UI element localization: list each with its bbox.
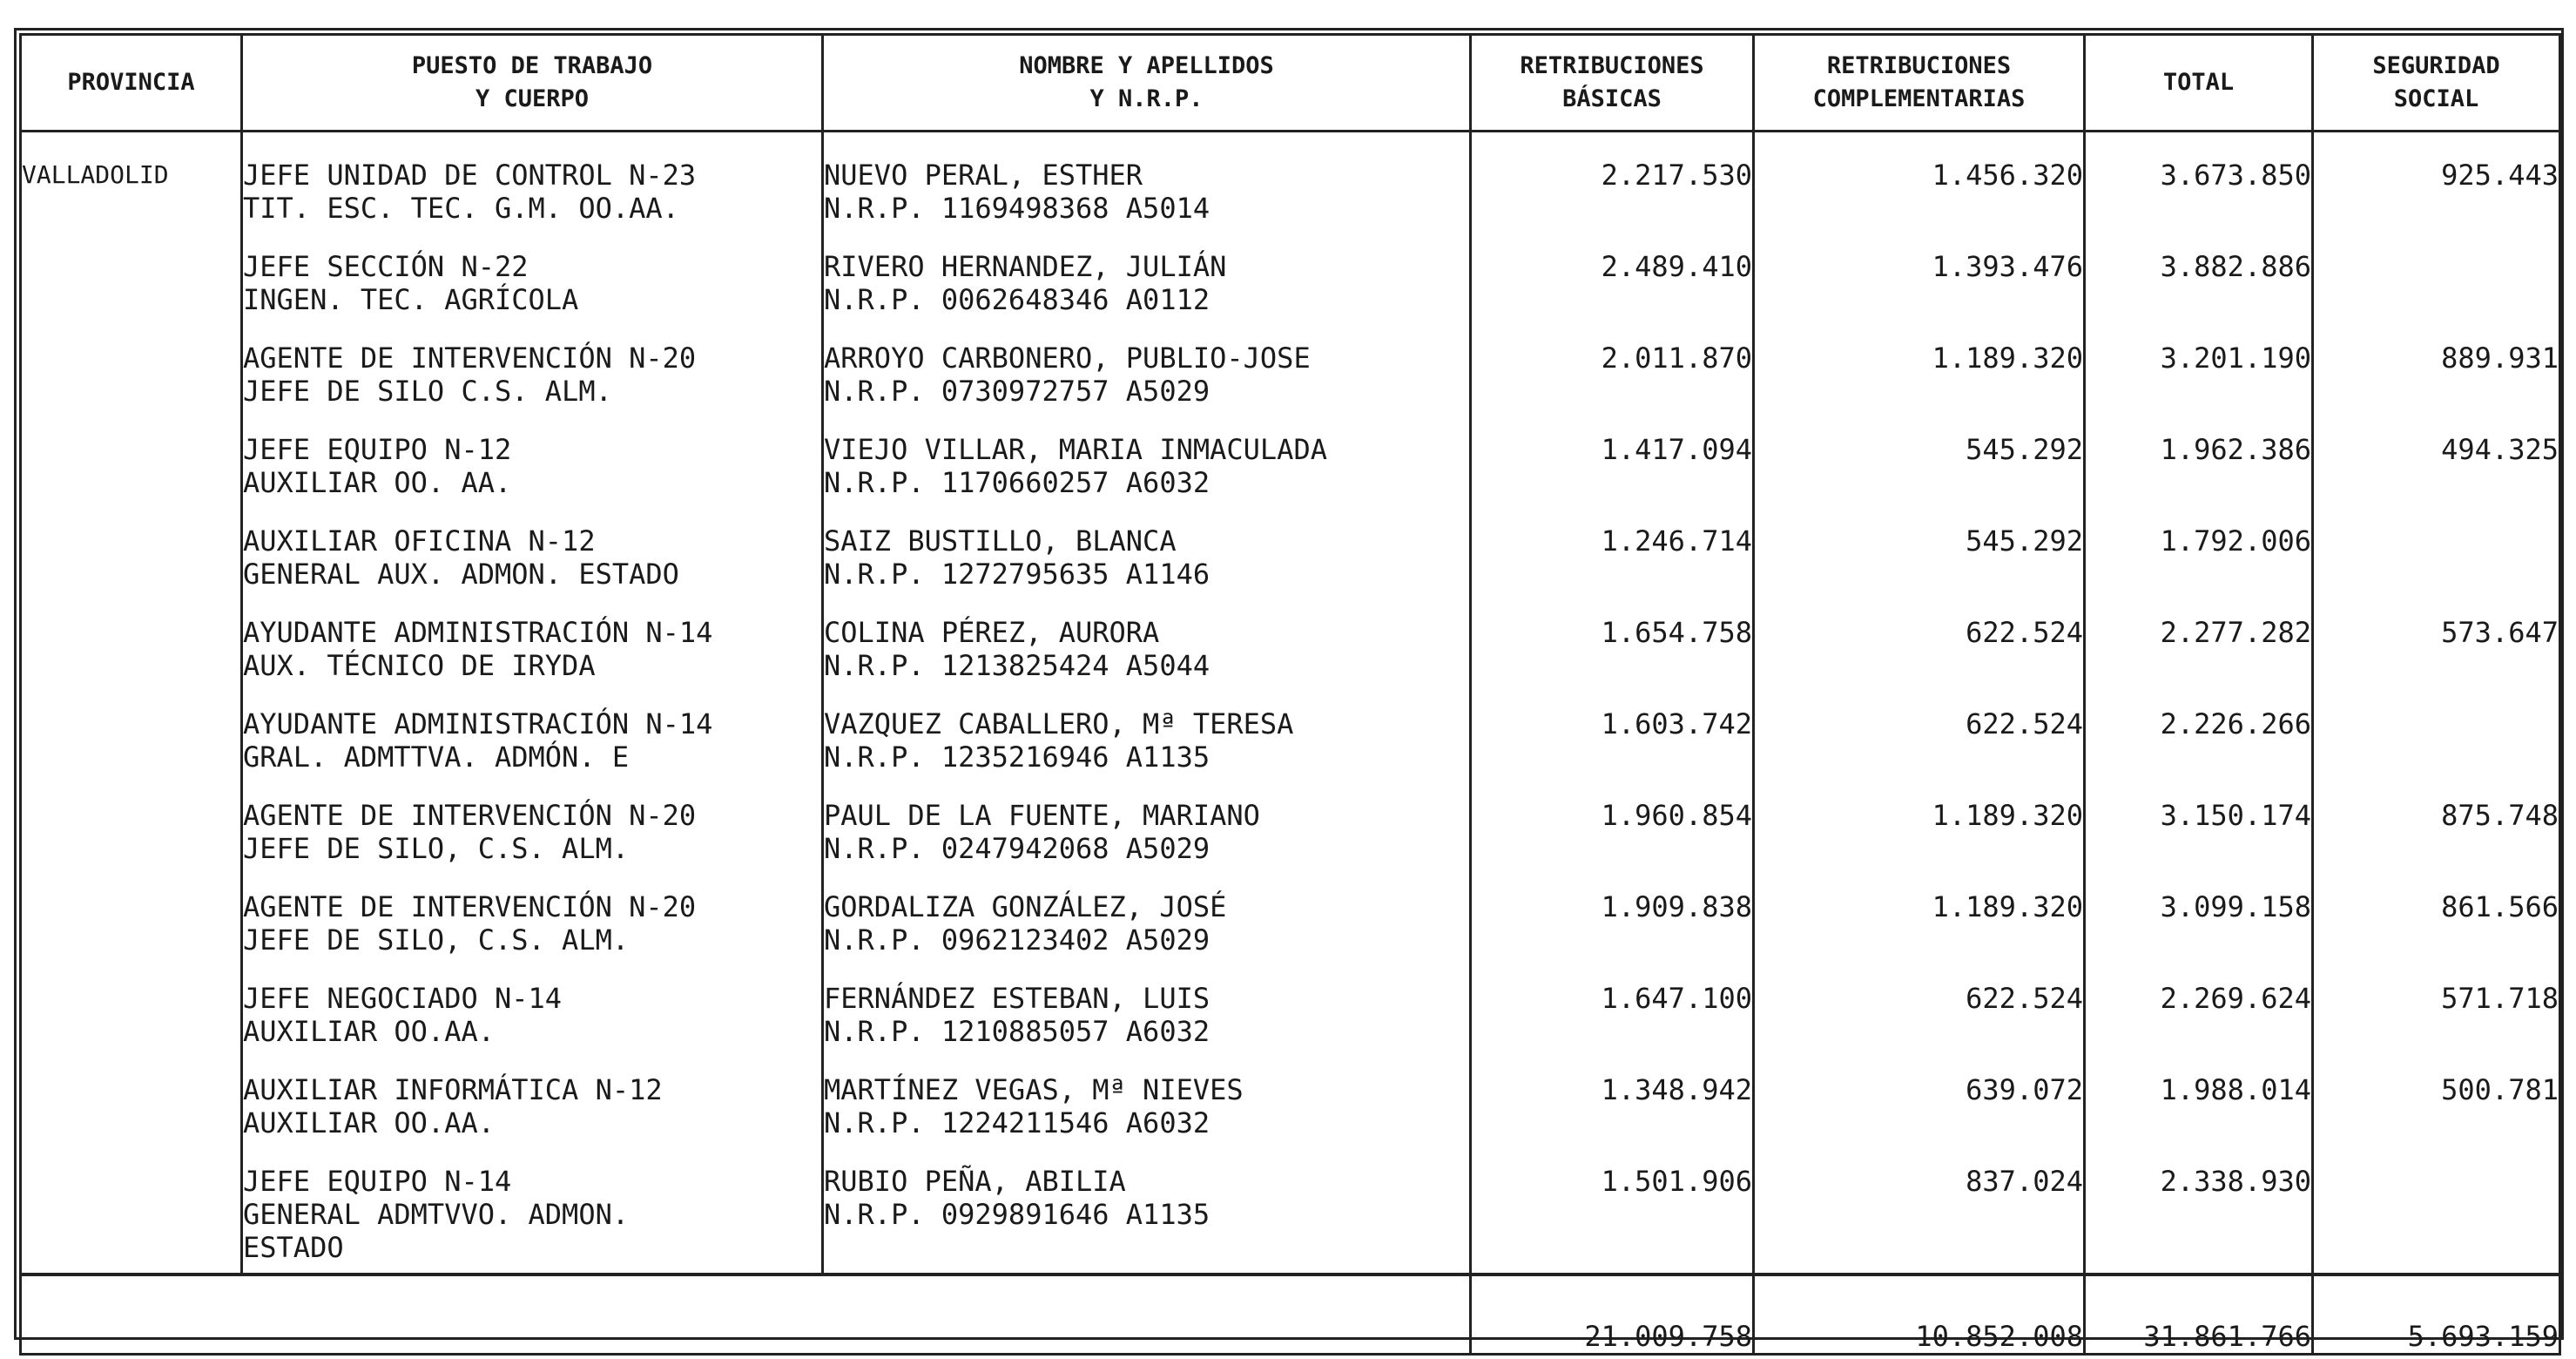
retribuciones-table — [19, 33, 2561, 1356]
nombre-cell: RUBIO PEÑA, ABILIA N.R.P. 0929891646 A1135 — [823, 1165, 1471, 1274]
total-cell: 2.226.266 — [2085, 707, 2313, 799]
header-puesto: PUESTO DE TRABAJO Y CUERPO — [242, 35, 823, 132]
puesto-cell: JEFE NEGOCIADO N-14 AUXILIAR OO.AA. — [242, 982, 823, 1073]
complementarias-cell: 1.456.320 — [1754, 132, 2085, 251]
total-basicas: 21.009.758 — [1471, 1274, 1754, 1355]
basicas-cell: 1.348.942 — [1471, 1073, 1754, 1165]
table-row — [21, 982, 2560, 1073]
complementarias-cell: 545.292 — [1754, 433, 2085, 524]
nombre-cell: COLINA PÉREZ, AURORA N.R.P. 1213825424 A5044 — [823, 616, 1471, 707]
puesto-cell: AGENTE DE INTERVENCIÓN N-20 JEFE DE SILO, C.S. ALM. — [242, 890, 823, 982]
table-row — [21, 1073, 2560, 1165]
complementarias-cell: 622.524 — [1754, 616, 2085, 707]
table-row — [21, 250, 2560, 341]
seguridad-social-cell: 573.647 — [2313, 616, 2560, 707]
header-total: TOTAL — [2085, 35, 2313, 132]
nombre-cell: RIVERO HERNANDEZ, JULIÁN N.R.P. 0062648346 A0112 — [823, 250, 1471, 341]
provincia-cell — [21, 341, 242, 433]
table-row — [21, 616, 2560, 707]
basicas-cell: 1.501.906 — [1471, 1165, 1754, 1274]
nombre-cell: VIEJO VILLAR, MARIA INMACULADA N.R.P. 1170660257 A6032 — [823, 433, 1471, 524]
seguridad-social-cell — [2313, 1165, 2560, 1274]
seguridad-social-cell: 500.781 — [2313, 1073, 2560, 1165]
seguridad-social-cell — [2313, 250, 2560, 341]
provincia-cell — [21, 524, 242, 616]
header-row — [21, 35, 2560, 132]
provincia-cell — [21, 799, 242, 890]
nombre-cell: PAUL DE LA FUENTE, MARIANO N.R.P. 0247942068 A5029 — [823, 799, 1471, 890]
seguridad-social-cell: 889.931 — [2313, 341, 2560, 433]
seguridad-social-cell: 925.443 — [2313, 132, 2560, 251]
basicas-cell: 1.603.742 — [1471, 707, 1754, 799]
table-row — [21, 799, 2560, 890]
basicas-cell: 1.909.838 — [1471, 890, 1754, 982]
total-cell: 2.269.624 — [2085, 982, 2313, 1073]
puesto-cell: JEFE SECCIÓN N-22 INGEN. TEC. AGRÍCOLA — [242, 250, 823, 341]
totals-label-cell — [21, 1274, 1471, 1355]
provincia-cell — [21, 250, 242, 341]
header-seguridad-social: SEGURIDAD SOCIAL — [2313, 35, 2560, 132]
provincia-cell — [21, 1073, 242, 1165]
total-complementarias: 10.852.008 — [1754, 1274, 2085, 1355]
basicas-cell: 1.654.758 — [1471, 616, 1754, 707]
provincia-cell — [21, 616, 242, 707]
puesto-cell: JEFE EQUIPO N-14 GENERAL ADMTVVO. ADMON. ESTADO — [242, 1165, 823, 1274]
nombre-cell: ARROYO CARBONERO, PUBLIO-JOSE N.R.P. 0730972757 A5029 — [823, 341, 1471, 433]
total-cell: 1.962.386 — [2085, 433, 2313, 524]
basicas-cell: 1.246.714 — [1471, 524, 1754, 616]
total-cell: 2.338.930 — [2085, 1165, 2313, 1274]
seguridad-social-cell — [2313, 707, 2560, 799]
totals-row — [21, 1274, 2560, 1355]
nombre-cell: FERNÁNDEZ ESTEBAN, LUIS N.R.P. 1210885057 A6032 — [823, 982, 1471, 1073]
basicas-cell: 1.960.854 — [1471, 799, 1754, 890]
provincia-cell — [21, 1165, 242, 1274]
basicas-cell: 1.417.094 — [1471, 433, 1754, 524]
complementarias-cell: 622.524 — [1754, 982, 2085, 1073]
table-row — [21, 524, 2560, 616]
header-retribuciones-complementarias: RETRIBUCIONES COMPLEMENTARIAS — [1754, 35, 2085, 132]
provincia-cell — [21, 982, 242, 1073]
table-row — [21, 433, 2560, 524]
puesto-cell: AUXILIAR OFICINA N-12 GENERAL AUX. ADMON. ESTADO — [242, 524, 823, 616]
table-row — [21, 707, 2560, 799]
puesto-cell: AUXILIAR INFORMÁTICA N-12 AUXILIAR OO.AA. — [242, 1073, 823, 1165]
basicas-cell: 1.647.100 — [1471, 982, 1754, 1073]
header-nombre: NOMBRE Y APELLIDOS Y N.R.P. — [823, 35, 1471, 132]
provincia-cell — [21, 707, 242, 799]
total-cell: 1.792.006 — [2085, 524, 2313, 616]
total-cell: 1.988.014 — [2085, 1073, 2313, 1165]
seguridad-social-cell — [2313, 524, 2560, 616]
seguridad-social-cell: 875.748 — [2313, 799, 2560, 890]
basicas-cell: 2.489.410 — [1471, 250, 1754, 341]
header-retribuciones-basicas: RETRIBUCIONES BÁSICAS — [1471, 35, 1754, 132]
complementarias-cell: 1.189.320 — [1754, 890, 2085, 982]
total-cell: 3.099.158 — [2085, 890, 2313, 982]
seguridad-social-cell: 861.566 — [2313, 890, 2560, 982]
puesto-cell: AYUDANTE ADMINISTRACIÓN N-14 AUX. TÉCNICO DE IRYDA — [242, 616, 823, 707]
table-row — [21, 1165, 2560, 1274]
puesto-cell: JEFE UNIDAD DE CONTROL N-23 TIT. ESC. TEC. G.M. OO.AA. — [242, 132, 823, 251]
nombre-cell: VAZQUEZ CABALLERO, Mª TERESA N.R.P. 1235216946 A1135 — [823, 707, 1471, 799]
table-row — [21, 341, 2560, 433]
complementarias-cell: 622.524 — [1754, 707, 2085, 799]
provincia-cell: VALLADOLID — [21, 132, 242, 251]
puesto-cell: AYUDANTE ADMINISTRACIÓN N-14 GRAL. ADMTTVA. ADMÓN. E — [242, 707, 823, 799]
basicas-cell: 2.011.870 — [1471, 341, 1754, 433]
complementarias-cell: 545.292 — [1754, 524, 2085, 616]
complementarias-cell: 837.024 — [1754, 1165, 2085, 1274]
total-cell: 3.882.886 — [2085, 250, 2313, 341]
table-row — [21, 890, 2560, 982]
complementarias-cell: 1.189.320 — [1754, 799, 2085, 890]
nombre-cell: SAIZ BUSTILLO, BLANCA N.R.P. 1272795635 A1146 — [823, 524, 1471, 616]
table-body — [21, 132, 2560, 1275]
nombre-cell: NUEVO PERAL, ESTHER N.R.P. 1169498368 A5014 — [823, 132, 1471, 251]
complementarias-cell: 1.189.320 — [1754, 341, 2085, 433]
provincia-cell — [21, 433, 242, 524]
nombre-cell: GORDALIZA GONZÁLEZ, JOSÉ N.R.P. 0962123402 A5029 — [823, 890, 1471, 982]
total-cell: 3.150.174 — [2085, 799, 2313, 890]
table-row — [21, 132, 2560, 251]
header-provincia: PROVINCIA — [21, 35, 242, 132]
total-cell: 3.201.190 — [2085, 341, 2313, 433]
basicas-cell: 2.217.530 — [1471, 132, 1754, 251]
total-cell: 3.673.850 — [2085, 132, 2313, 251]
complementarias-cell: 1.393.476 — [1754, 250, 2085, 341]
puesto-cell: AGENTE DE INTERVENCIÓN N-20 JEFE DE SILO C.S. ALM. — [242, 341, 823, 433]
provincia-cell — [21, 890, 242, 982]
total-cell: 2.277.282 — [2085, 616, 2313, 707]
puesto-cell: JEFE EQUIPO N-12 AUXILIAR OO. AA. — [242, 433, 823, 524]
nombre-cell: MARTÍNEZ VEGAS, Mª NIEVES N.R.P. 1224211546 A6032 — [823, 1073, 1471, 1165]
puesto-cell: AGENTE DE INTERVENCIÓN N-20 JEFE DE SILO, C.S. ALM. — [242, 799, 823, 890]
total-total: 31.861.766 — [2085, 1274, 2313, 1355]
seguridad-social-cell: 494.325 — [2313, 433, 2560, 524]
complementarias-cell: 639.072 — [1754, 1073, 2085, 1165]
total-seguridad-social: 5.693.159 — [2313, 1274, 2560, 1355]
seguridad-social-cell: 571.718 — [2313, 982, 2560, 1073]
